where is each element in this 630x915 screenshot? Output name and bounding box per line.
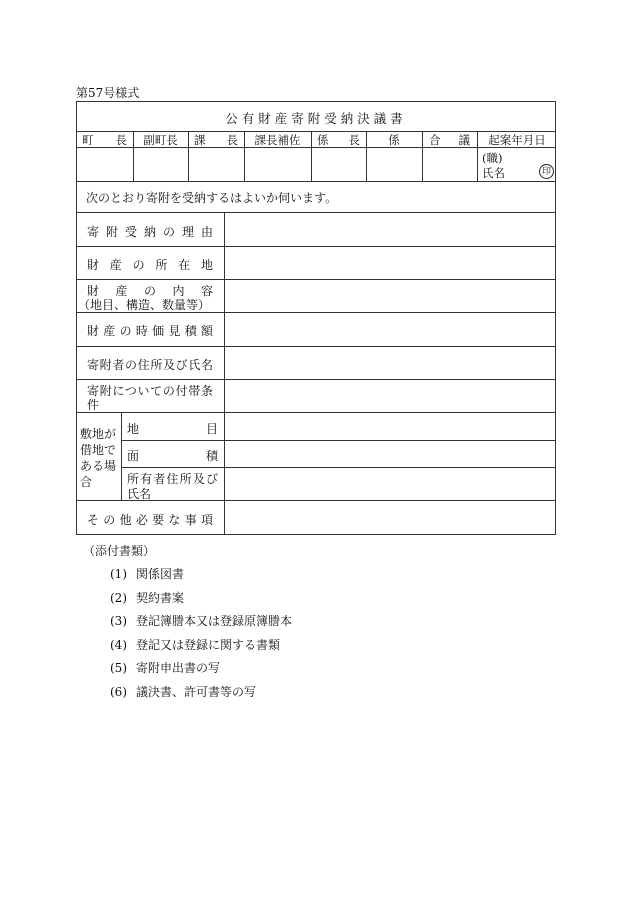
donor-label: 寄附者の住所及び氏名 <box>87 358 213 372</box>
divider <box>224 212 225 535</box>
header-town-mayor: 町 長 <box>82 133 127 147</box>
attachment-text: 関係図書 <box>136 567 185 581</box>
location-label: 財産の所在地 <box>87 258 213 272</box>
attachment-number: (2) <box>110 591 127 605</box>
other-matters-label: その他必要な事項 <box>87 513 213 527</box>
attachment-item <box>110 612 292 629</box>
divider <box>76 412 556 413</box>
site-group-label-line1: 敷地が <box>80 427 117 441</box>
header-deputy-mayor: 副町長 <box>143 133 178 147</box>
conditions-label-line1: 寄附についての付帯条 <box>87 384 213 398</box>
divider <box>76 246 556 247</box>
form-number: 第57号様式 <box>76 86 140 100</box>
attachment-item <box>110 565 184 582</box>
value-label: 財産の時価見積額 <box>87 324 213 338</box>
attachment-text: 登記簿謄本又は登録原簿謄本 <box>136 614 293 628</box>
header-section-chief: 課 長 <box>194 133 238 147</box>
attachment-number: (6) <box>110 685 127 699</box>
divider <box>76 131 556 132</box>
attachment-number: (4) <box>110 638 127 652</box>
form-title-row <box>76 101 556 131</box>
official-title-label: (職) <box>482 151 503 165</box>
site-group-label-line4: 合 <box>80 475 93 489</box>
seal-mark: 印 <box>539 164 554 179</box>
attachment-number: (1) <box>110 567 127 581</box>
divider <box>76 279 556 280</box>
attachment-text: 議決書、許可書等の写 <box>136 685 257 699</box>
attachment-number: (3) <box>110 614 127 628</box>
header-consultation: 合 議 <box>429 133 470 147</box>
divider <box>76 147 556 148</box>
content-label-line2: （地目、構造、数量等） <box>78 298 211 312</box>
attachment-item <box>110 589 184 606</box>
attachment-text: 寄附申出書の写 <box>136 661 221 675</box>
header-assistant-chief: 課長補佐 <box>254 133 301 147</box>
divider <box>76 181 556 182</box>
divider <box>121 467 556 468</box>
divider <box>422 131 423 181</box>
form-title: 公有財産寄附受納決議書 <box>225 111 407 126</box>
conditions-label-line2: 件 <box>87 398 100 412</box>
attachment-item <box>110 683 256 700</box>
name-label: 氏名 <box>482 166 505 180</box>
intro-text: 次のとおり寄附を受納するはよいか伺います。 <box>86 191 338 205</box>
header-draft-date: 起案年月日 <box>488 133 546 147</box>
attachment-item <box>110 636 280 653</box>
attachment-item <box>110 659 220 676</box>
site-group-label-line3: ある場 <box>80 459 117 473</box>
divider <box>188 131 189 181</box>
divider <box>76 379 556 380</box>
site-group-label-line2: 借地で <box>80 443 117 457</box>
attachments-title: （添付書類） <box>83 544 156 558</box>
attachment-text: 契約書案 <box>136 591 185 605</box>
divider <box>311 131 312 181</box>
divider <box>121 440 556 441</box>
content-label-line1: 財 産 の 内 容 <box>87 284 213 298</box>
area-label: 面積 <box>127 449 218 463</box>
reason-label: 寄附受納の理由 <box>87 225 213 239</box>
land-category-label: 地目 <box>127 422 218 436</box>
attachment-text: 登記又は登録に関する書類 <box>136 638 281 652</box>
header-subsection-chief: 係 長 <box>317 133 360 147</box>
owner-label-line2: 氏名 <box>127 487 152 501</box>
attachment-number: (5) <box>110 661 127 675</box>
divider <box>76 346 556 347</box>
header-staff: 係 <box>388 133 400 147</box>
owner-label-line1: 所有者住所及び <box>127 472 218 486</box>
divider <box>477 131 478 181</box>
divider <box>76 212 556 213</box>
divider <box>121 412 122 500</box>
